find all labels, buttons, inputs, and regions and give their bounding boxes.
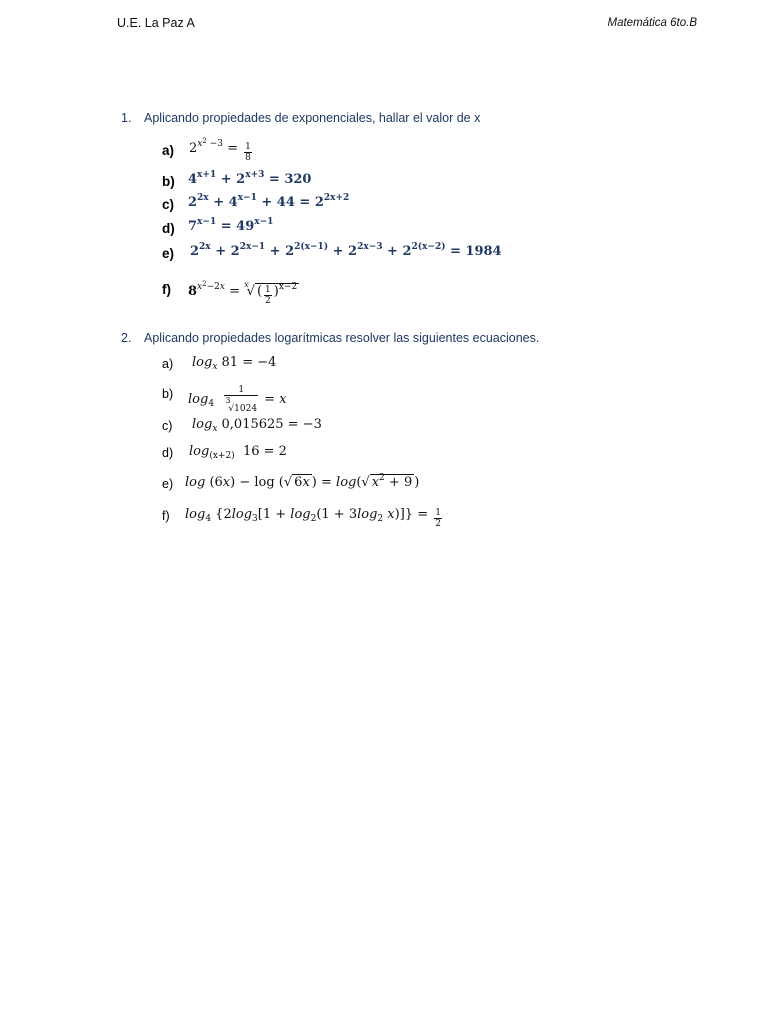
exercise-2d-label: d) [162,446,174,460]
question-2-text: Aplicando propiedades logarítmicas resolver las siguientes ecuaciones. [144,331,540,345]
exercise-2e-label: e) [162,477,174,491]
question-1-number: 1. [121,111,132,125]
exercise-1a-equation: $2^{x^2 -3}$ = $\frac{1}{8}$ [189,137,251,163]
exercise-1c-label: c) [162,197,175,212]
exercise-2f-equation: $\log_4 \{2\log_3[1 + \log_2(1 + 3\log_2$ x)]} = $\frac{1}{2}$ [185,507,441,529]
exercise-1e-label: e) [162,246,175,261]
exercise-2b-equation: $\log_4$ $\frac{1}{3√1024}$ = x [188,385,287,414]
exercise-2f-label: f) [162,509,170,523]
exercise-2a-label: a) [162,357,174,371]
exercise-1b-label: b) [162,174,175,189]
question-1-text: Aplicando propiedades de exponenciales, hallar el valor de x [144,111,481,125]
header-course: Matemática 6to.B [607,17,697,29]
exercise-1b-equation: $4^{x+1} + 2^{x+3} = 320$ [188,170,312,187]
exercise-2a-equation: $\log_x 81 = -4$ [192,355,277,372]
exercise-1d-label: d) [162,221,175,236]
exercise-1e-equation: $2^{2x} + 2^{2x-1} + 2^{2(x-1)} + 2^{2x-3} + 2^{2(x-2)} = 1984$ [190,242,502,259]
exercise-2e-equation: log (6x) − log (√ 6x ) = log(√ $x^2 + 9$ ) [185,473,420,490]
exercise-1f-equation: $8^{x^2-2x} = ^x√$ ( $\frac{1}{2}$ )$^{x-2}$ [188,280,298,306]
question-2-number: 2. [121,331,132,345]
question-2-title [121,331,539,345]
question-1-title [121,111,480,125]
exercise-1c-equation: $2^{2x} + 4^{x-1} + 44 = 2^{2x+2}$ [188,193,350,210]
header-school: U.E. La Paz A [117,16,195,30]
exercise-2c-equation: $\log_x 0,015625 = -3$ [192,417,322,434]
exercise-1f-label: f) [162,282,171,297]
exercise-2b-label: b) [162,387,174,401]
exercise-2c-label: c) [162,419,173,433]
exercise-1a-label: a) [162,143,175,158]
exercise-1d-equation: $7^{x-1} = 49^{x-1}$ [188,217,274,234]
exercise-2d-equation: $\log_{(x+2)} 16 = 2$ [189,444,287,461]
